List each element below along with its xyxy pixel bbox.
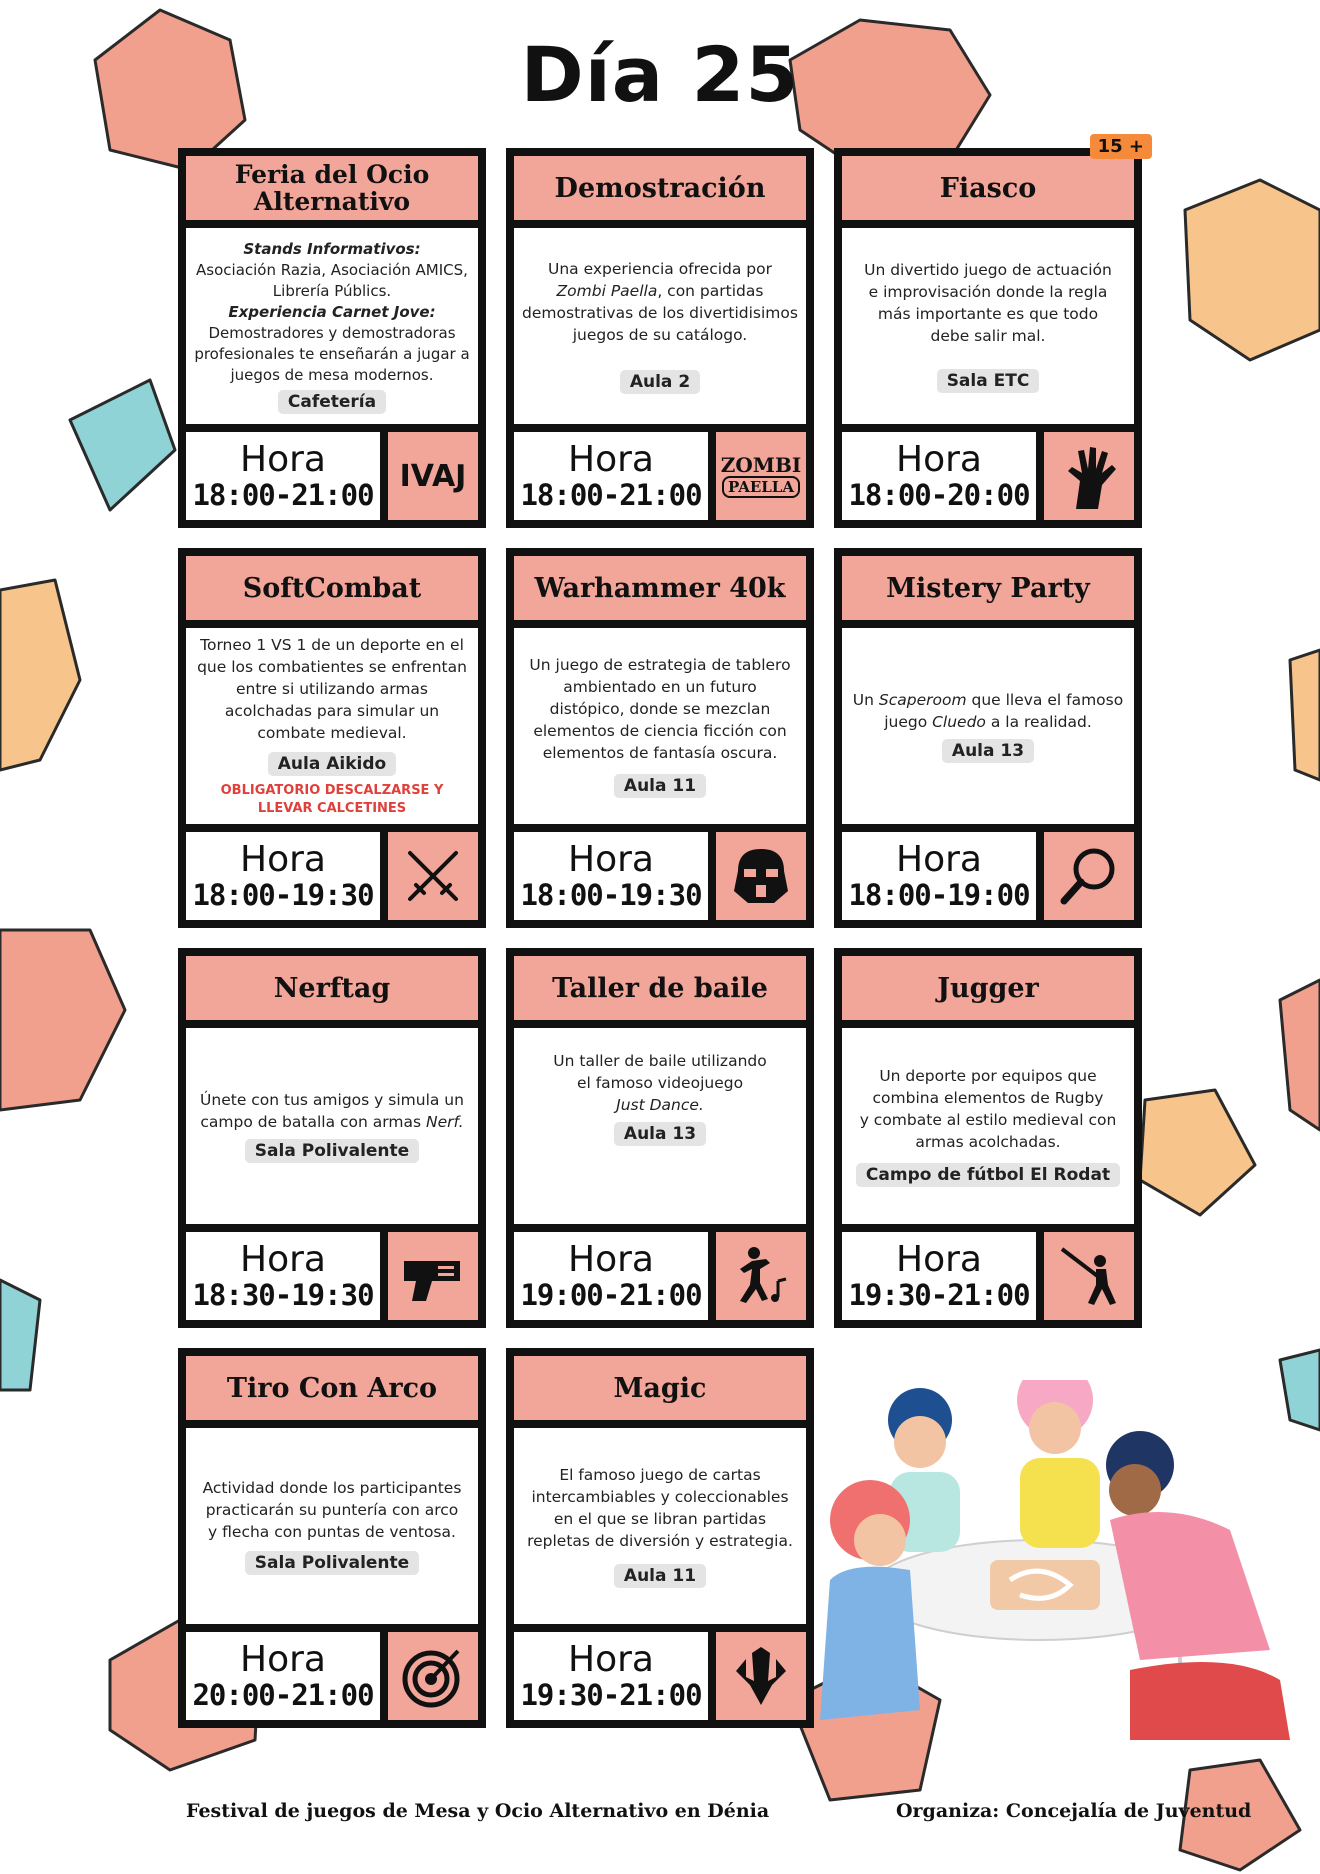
card-description: Actividad donde los participantes practicarán su puntería con arco y flecha con puntas de ventosa. Sala Polivalente — [186, 1428, 478, 1624]
hora-label: Hora — [568, 1639, 654, 1680]
dice-decoration — [0, 580, 80, 770]
time-box — [514, 1632, 708, 1720]
card-description: El famoso juego de cartas intercambiables y coleccionables en el que se libran partidas repletas de diversión y estrategia. Aula 11 — [514, 1428, 806, 1624]
activity-card-mistery-party — [834, 548, 1142, 928]
time-range: 18:00-20:00 — [848, 478, 1030, 512]
footer-organizer: Organiza: Concejalía de Juventud — [896, 1800, 1252, 1822]
crossed-swords-icon — [388, 832, 478, 920]
activity-card-nerftag — [178, 948, 486, 1328]
activity-card-warhammer — [506, 548, 814, 928]
hora-label: Hora — [896, 1239, 982, 1280]
card-title: Warhammer 40k — [514, 556, 806, 620]
location-badge: Aula 11 — [614, 774, 706, 798]
activity-card-feria — [178, 148, 486, 528]
card-description: Torneo 1 VS 1 de un deporte en el que los combatientes se enfrentan entre si utilizando armas acolchadas para simular un combate medieval. Aula Aikido OBLIGATORIO DESCALZARSE Y LLEVAR CALCETINES — [186, 628, 478, 824]
card-title: Demostración — [514, 156, 806, 220]
dice-decoration — [1185, 180, 1320, 360]
card-title: Nerftag — [186, 956, 478, 1020]
dice-decoration — [1140, 1090, 1255, 1215]
warning-text: OBLIGATORIO DESCALZARSE Y LLEVAR CALCETINES — [220, 783, 444, 816]
target-icon — [388, 1632, 478, 1720]
hora-label: Hora — [896, 839, 982, 880]
time-range: 18:00-21:00 — [192, 478, 374, 512]
card-title: Magic — [514, 1356, 806, 1420]
footer-festival-name: Festival de juegos de Mesa y Ocio Alternativo en Dénia — [186, 1800, 770, 1822]
ivaj-logo-icon: IVAJ — [388, 432, 478, 520]
hora-label: Hora — [240, 839, 326, 880]
dice-decoration — [1280, 980, 1320, 1130]
location-badge: Sala Polivalente — [245, 1551, 419, 1575]
hora-label: Hora — [568, 839, 654, 880]
time-box — [514, 832, 708, 920]
time-box — [842, 832, 1036, 920]
location-badge: Cafetería — [278, 390, 386, 414]
dice-decoration — [0, 930, 125, 1110]
card-title: Jugger — [842, 956, 1134, 1020]
zombie-hand-icon — [1044, 432, 1134, 520]
activity-card-fiasco — [834, 136, 1144, 528]
location-badge: Aula 11 — [614, 1564, 706, 1588]
time-box — [514, 1232, 708, 1320]
card-title: Taller de baile — [514, 956, 806, 1020]
location-badge: Sala ETC — [937, 369, 1040, 393]
time-range: 20:00-21:00 — [192, 1678, 374, 1712]
card-description: Un deporte por equipos que combina elementos de Rugby y combate al estilo medieval con armas acolchadas. Campo de fútbol El Rodat — [842, 1028, 1134, 1224]
time-range: 18:30-19:30 — [192, 1278, 374, 1312]
time-range: 19:00-21:00 — [520, 1278, 702, 1312]
time-box — [842, 432, 1036, 520]
time-box — [186, 832, 380, 920]
hora-label: Hora — [568, 1239, 654, 1280]
dice-decoration — [1290, 650, 1320, 780]
card-title: SoftCombat — [186, 556, 478, 620]
time-range: 18:00-19:30 — [520, 878, 702, 912]
location-badge: Campo de fútbol El Rodat — [856, 1163, 1120, 1187]
hora-label: Hora — [240, 1239, 326, 1280]
time-box — [842, 1232, 1036, 1320]
location-badge: Aula 2 — [620, 370, 700, 394]
location-badge: Aula 13 — [942, 739, 1034, 763]
magnifying-glass-icon — [1044, 832, 1134, 920]
age-rating-badge: 15 + — [1090, 134, 1152, 159]
time-box — [186, 1232, 380, 1320]
magic-logo-icon — [716, 1632, 806, 1720]
time-range: 18:00-19:00 — [848, 878, 1030, 912]
hora-label: Hora — [240, 1639, 326, 1680]
time-box — [186, 1632, 380, 1720]
hora-label: Hora — [896, 439, 982, 480]
location-badge: Sala Polivalente — [245, 1139, 419, 1163]
location-badge: Aula 13 — [614, 1122, 706, 1146]
time-range: 19:30-21:00 — [520, 1678, 702, 1712]
card-title: Tiro Con Arco — [186, 1356, 478, 1420]
hora-label: Hora — [568, 439, 654, 480]
time-range: 18:00-19:30 — [192, 878, 374, 912]
card-title: Feria del Ocio Alternativo — [186, 156, 478, 220]
activity-card-tiro-arco — [178, 1348, 486, 1728]
time-box — [514, 432, 708, 520]
time-range: 19:30-21:00 — [848, 1278, 1030, 1312]
page-title: Día 25 — [520, 30, 800, 119]
fighter-icon — [1044, 1232, 1134, 1320]
card-description: Stands Informativos: Asociación Razia, Asociación AMICS, Librería Públics. Experiencia Carnet Jove: Demostradores y demostradoras profesionales te enseñarán a jugar a juegos de mesa modernos. Cafetería — [186, 228, 478, 424]
zombi-paella-logo-icon: ZOMBI PAELLA — [716, 432, 806, 520]
location-badge: Aula Aikido — [268, 752, 396, 776]
children-playing-illustration — [810, 1380, 1310, 1760]
card-description: Un taller de baile utilizando el famoso videojuego Just Dance. Aula 13 — [514, 1028, 806, 1224]
card-title: Mistery Party — [842, 556, 1134, 620]
space-marine-helmet-icon — [716, 832, 806, 920]
time-box — [186, 432, 380, 520]
activity-card-taller-baile — [506, 948, 814, 1328]
card-title: Fiasco — [842, 156, 1134, 220]
activity-card-demostracion — [506, 148, 814, 528]
activity-card-softcombat — [178, 548, 486, 928]
activity-card-jugger — [834, 948, 1142, 1328]
dancer-icon — [716, 1232, 806, 1320]
hora-label: Hora — [240, 439, 326, 480]
dice-decoration — [0, 1280, 40, 1390]
activity-card-magic — [506, 1348, 814, 1728]
card-description: Un divertido juego de actuación e improvisación donde la regla más importante es que todo debe salir mal. Sala ETC — [842, 228, 1134, 424]
card-description: Un juego de estrategia de tablero ambientado en un futuro distópico, donde se mezclan elementos de ciencia ficción con elementos de fantasía oscura. Aula 11 — [514, 628, 806, 824]
time-range: 18:00-21:00 — [520, 478, 702, 512]
card-description: Una experiencia ofrecida por Zombi Paella, con partidas demostrativas de los divertidisimos juegos de su catálogo. Aula 2 — [514, 228, 806, 424]
blaster-icon — [388, 1232, 478, 1320]
card-description: Únete con tus amigos y simula un campo de batalla con armas Nerf. Sala Polivalente — [186, 1028, 478, 1224]
dice-decoration — [70, 380, 175, 510]
card-description: Un Scaperoom que lleva el famoso juego Cluedo a la realidad. Aula 13 — [842, 628, 1134, 824]
